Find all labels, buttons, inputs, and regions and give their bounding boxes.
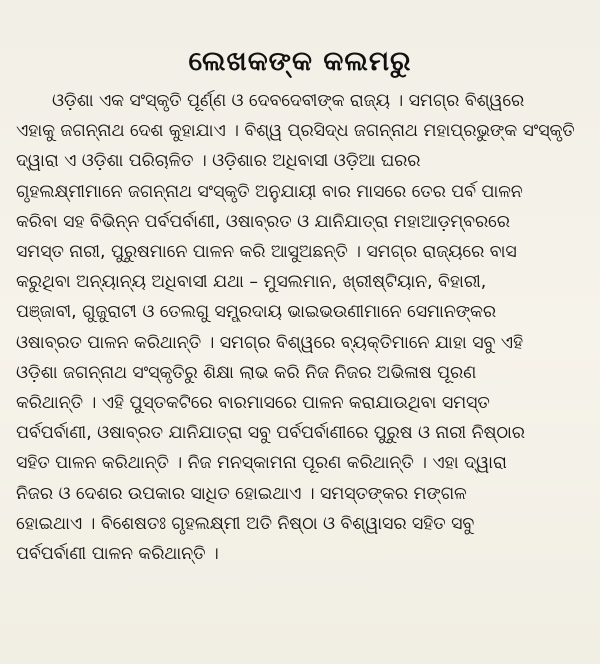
- page-title: ଲେଖକଙ୍କ କଲମରୁ: [188, 46, 412, 78]
- paragraph-line: ପର୍ବପର୍ବାଣୀ ପାଳନ କରିଥାନ୍ତି ।: [16, 544, 219, 565]
- paragraph-line: ହୋଇଥାଏ । ବିଶେଷତଃ ଗୃହଲକ୍ଷ୍ମୀ ଅତି ନିଷ୍ଠା ଓ ବିଶ୍ୱାସର ସହିତ ସବୁ: [16, 513, 475, 534]
- paragraph-line: ସମସ୍ତ ନାରୀ, ପୁରୁଷମାନେ ପାଳନ କରି ଆସୁଅଛନ୍ତି । ସମଗ୍ର ରାଜ୍ୟରେ ବାସ: [16, 242, 517, 263]
- paragraph-line: କରିଥାନ୍ତି । ଏହି ପୁସ୍ତକଟିରେ ବାରମାସରେ ପାଳନ କରାଯାଉଥିବା ସମସ୍ତ: [16, 393, 490, 414]
- paragraph-line: ଦ୍ୱାରା ଏ ଓଡ଼ିଶା ପରିଚାଳିତ । ଓଡ଼ିଶାର ଅଧିବାସୀ ଓଡ଼ିଆ ଘରର: [16, 151, 421, 172]
- paragraph-line: ନିଜର ଓ ଦେଶର ଉପକାର ସାଧିତ ହୋଇଥାଏ । ସମସ୍ତଙ୍କର ମଙ୍ଗଳ: [16, 483, 467, 504]
- paragraph-line: ଏହାକୁ ଜଗନ୍ନାଥ ଦେଶ କୁହାଯାଏ । ବିଶ୍ୱ ପ୍ରସିଦ୍ଧ ଜଗନ୍ନାଥ ମହାପ୍ରଭୁଙ୍କ ସଂସ୍କୃତି: [16, 121, 575, 142]
- paragraph-line: ଓଡ଼ିଶା ଏକ ସଂସ୍କୃତି ପୂର୍ଣ୍ଣ ଓ ଦେବଦେବୀଙ୍କ ରାଜ୍ୟ । ସମଗ୍ର ବିଶ୍ୱରେ: [52, 91, 525, 111]
- paragraph-line: ସହିତ ପାଳନ କରିଥାନ୍ତି । ନିଜ ମନସ୍କାମନା ପୂରଣ କରିଥାନ୍ତି । ଏହା ଦ୍ୱାରା: [16, 453, 507, 474]
- paragraph-line: କରିବା ସହ ବିଭିନ୍ନ ପର୍ବପର୍ବାଣୀ, ଓଷାବ୍ରତ ଓ ଯାନିଯାତ୍ରା ମହାଆଡ଼ମ୍ବରରେ: [16, 211, 510, 232]
- paragraph-line: କରୁଥିବା ଅନ୍ୟାନ୍ୟ ଅଧିବାସୀ ଯଥା – ମୁସଲମାନ, ଖ୍ରୀଷ୍ଟିୟାନ, ବିହାରୀ,: [16, 272, 487, 293]
- paragraph-line: ଗୃହଲକ୍ଷ୍ମୀମାନେ ଜଗନ୍ନାଥ ସଂସ୍କୃତି ଅନୁଯାୟୀ ବାର ମାସରେ ତେର ପର୍ବ ପାଳନ: [16, 181, 523, 202]
- paragraph-line: ପର୍ବପର୍ବାଣୀ, ଓଷାବ୍ରତ ଯାନିଯାତ୍ରା ସବୁ ପର୍ବପର୍ବାଣୀରେ ପୁରୁଷ ଓ ନାରୀ ନିଷ୍ଠାର: [16, 423, 525, 444]
- paragraph-line: ଓଷାବ୍ରତ ପାଳନ କରିଥାନ୍ତି । ସମଗ୍ର ବିଶ୍ୱରେ ବ୍ୟକ୍ତିମାନେ ଯାହା ସବୁ ଏହି: [16, 332, 524, 353]
- paragraph-line: ଓଡ଼ିଶା ଜଗନ୍ନାଥ ସଂସ୍କୃତିରୁ ଶିକ୍ଷା ଲାଭ କରି ନିଜ ନିଜର ଅଭିଳାଷ ପୂରଣ: [16, 362, 477, 383]
- paragraph-line: ପଞ୍ଜାବୀ, ଗୁଜୁରାଟୀ ଓ ତେଲଗୁ ସମ୍ପ୍ରଦାୟ ଭାଇଭଉଣୀମାନେ ସେମାନଙ୍କର: [16, 302, 496, 323]
- preface-paragraph: [16, 86, 588, 569]
